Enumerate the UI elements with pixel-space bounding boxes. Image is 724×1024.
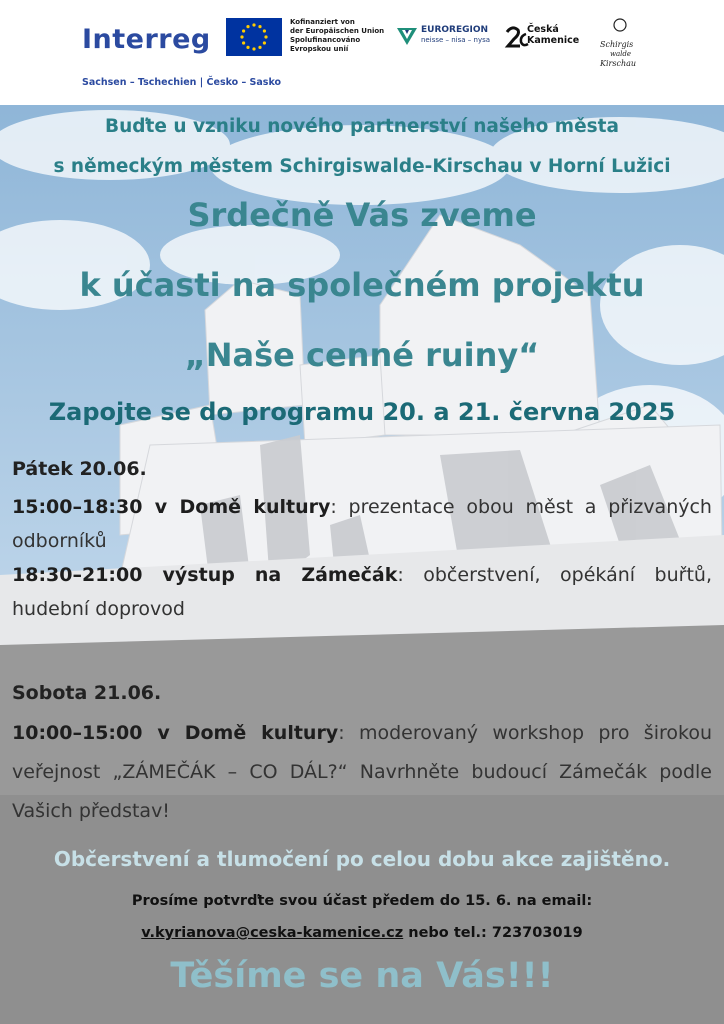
intro-line-2: s německým městem Schirgiswalde-Kirschau v Horní Lužici — [53, 156, 671, 177]
euroregion-logo-icon — [396, 26, 418, 46]
saturday-day-label: Sobota 21.06. — [12, 682, 162, 704]
refreshments-note: Občerstvení a tlumočení po celou dobu akce zajištěno. — [53, 847, 671, 871]
friday-item-1 — [12, 490, 712, 558]
interreg-logo: Interreg — [82, 24, 211, 55]
friday-item-2-text: : občerstvení, opékání buřtů, hudební doprovod — [12, 564, 712, 620]
email-link[interactable]: v.kyrianova@ceska-kamenice.cz — [141, 925, 404, 941]
saturday-item — [12, 714, 712, 831]
eu-cofinancing-text: Kofinanziert von der Europäischen Union Spolufinancováno Evropskou unií — [290, 18, 385, 53]
friday-day-label: Pátek 20.06. — [12, 458, 147, 480]
ceska-kamenice-name: Česká Kamenice — [527, 24, 580, 46]
friday-item-1-text: : prezentace obou měst a přizvaných odborníků — [12, 496, 712, 552]
friday-item-2-time: 18:30–21:00 výstup na Zámečák — [12, 564, 398, 586]
walde-text: walde — [610, 50, 632, 58]
saturday-item-text: : moderovaný workshop pro širokou veřejnost „ZÁMEČÁK – CO DÁL?“ Navrhněte budoucí Zámečák podle Vašich představ! — [12, 722, 712, 822]
header-logos — [0, 0, 724, 105]
rsvp-line: Prosíme potvrďte svou účast předem do 15. 6. na email: — [131, 893, 593, 909]
contact-line — [0, 925, 724, 941]
friday-item-2 — [12, 558, 712, 626]
schirgiswalde-logo-icon — [598, 18, 648, 70]
eu-flag-icon — [226, 18, 282, 56]
headline-line-3: „Naše cenné ruiny“ — [184, 336, 540, 374]
friday-item-1-time: 15:00–18:30 v Domě kultury — [12, 496, 331, 518]
euroregion-subtitle: neisse – nisa – nysa — [421, 36, 491, 44]
kirschau-text: Kirschau — [600, 59, 637, 68]
friday-section — [12, 452, 712, 626]
euroregion-name: EUROREGION — [421, 25, 489, 35]
schirgis-text: Schirgis — [600, 40, 634, 49]
saturday-section — [12, 676, 712, 831]
intro-line-1: Buďte u vzniku nového partnerství našeho města — [105, 116, 619, 137]
closing-message: Těšíme se na Vás!!! — [170, 956, 554, 996]
program-title: Zapojte se do programu 20. a 21. června 2025 — [48, 398, 676, 426]
headline-line-2: k účasti na společném projektu — [79, 266, 645, 304]
interreg-subtitle: Sachsen – Tschechien | Česko – Sasko — [82, 77, 282, 88]
headline-line-1: Srdečně Vás zveme — [187, 196, 537, 234]
phone-text: nebo tel.: 723703019 — [403, 925, 583, 941]
saturday-item-time: 10:00–15:00 v Domě kultury — [12, 722, 339, 744]
